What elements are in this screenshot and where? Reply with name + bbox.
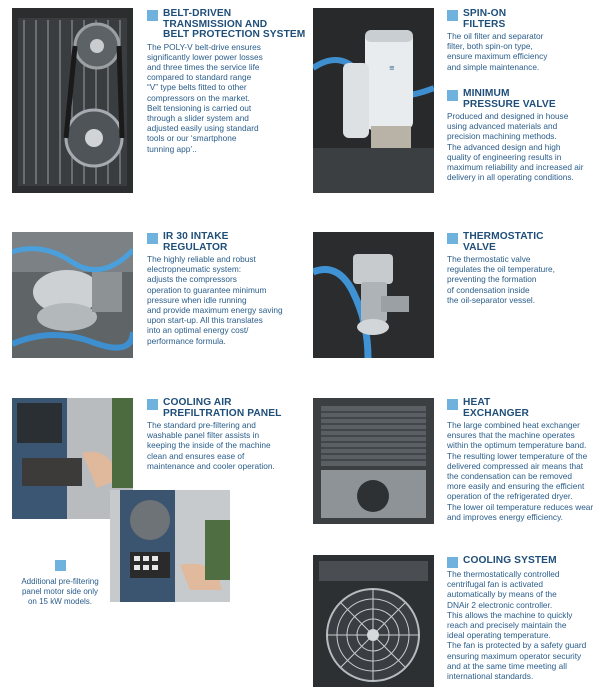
heat-exchanger-section: [447, 398, 599, 522]
body-line: through a slider system and: [147, 112, 249, 123]
body-line: quality of engineering results in: [447, 151, 562, 162]
body-line: The POLY-V belt-drive ensures: [147, 41, 261, 52]
body-line: delivery in all operating conditions.: [447, 172, 574, 183]
body-line: “V” type belts fitted to other: [147, 82, 247, 93]
spin-on-filters-body: [447, 31, 597, 72]
body-line: DNAir 2 electronic controller.: [447, 599, 553, 610]
minimum-pressure-valve-body: [447, 111, 599, 182]
body-line: maintenance and cooler operation.: [147, 460, 275, 471]
body-line: and provide maximum energy saving: [147, 305, 283, 316]
thermostatic-valve-body: [447, 254, 597, 305]
prefiltration-panel-section: [147, 398, 307, 471]
bullet-square-icon: [55, 560, 66, 571]
body-line: ensures that the machine operates: [447, 430, 575, 441]
body-line: The thermostatic valve: [447, 254, 531, 264]
body-line: The large combined heat exchanger: [447, 420, 580, 430]
minimum-pressure-valve-title: [463, 89, 556, 110]
body-line: regulates the oil temperature,: [447, 264, 555, 275]
bullet-square-icon: [447, 557, 458, 568]
note-line: panel motor side only: [21, 587, 99, 596]
body-line: the oil-separator vessel.: [447, 294, 536, 305]
title-line: COOLING SYSTEM: [463, 555, 557, 566]
title-line: PREFILTRATION PANEL: [163, 407, 282, 419]
body-line: and at the same time meeting all: [447, 660, 567, 671]
body-line: The advanced design and high: [447, 141, 561, 152]
title-line: SPIN-ON: [463, 8, 507, 19]
body-line: maximum reliability and increased air: [447, 162, 584, 173]
body-line: automatically by means of the: [447, 589, 557, 600]
body-line: The oil filter and separator: [447, 31, 544, 41]
bullet-square-icon: [447, 399, 458, 410]
cooling-system-title: [463, 556, 557, 567]
title-line: BELT PROTECTION SYSTEM: [163, 29, 306, 40]
title-line: TRANSMISSION AND: [163, 18, 268, 30]
spin-on-filters-section: [447, 9, 597, 72]
body-line: within the optimum temperature band.: [447, 440, 587, 451]
intake-regulator-photo: [12, 232, 133, 358]
body-line: performance formula.: [147, 335, 226, 346]
body-line: preventing the formation: [447, 274, 537, 285]
body-line: adjusts the compressors: [147, 274, 237, 285]
bullet-square-icon: [447, 90, 458, 101]
body-line: of condensation inside: [447, 284, 530, 295]
body-line: more easily and ensuring the efficient: [447, 481, 585, 492]
title-line: IR 30 INTAKE: [163, 231, 229, 242]
body-line: The thermostatically controlled: [447, 569, 560, 579]
body-line: The standard pre-filtering and: [147, 420, 256, 430]
body-line: ensure maximum efficiency: [447, 51, 548, 62]
body-line: reach and precisely maintain the: [447, 620, 567, 631]
body-line: significantly lower power losses: [147, 51, 263, 62]
body-line: The resulting lower temperature of the: [447, 450, 588, 461]
motor-side-note: [12, 560, 108, 607]
bullet-square-icon: [147, 399, 158, 410]
body-line: upon start-up. All this translates: [147, 315, 263, 326]
body-line: keeping the inside of the machine: [147, 440, 271, 451]
body-line: and improves energy efficiency.: [447, 511, 563, 522]
body-line: adjusted easily using standard: [147, 123, 259, 134]
bullet-square-icon: [447, 233, 458, 244]
intake-regulator-section: [147, 232, 307, 346]
body-line: centrifugal fan is activated: [447, 579, 543, 590]
title-line: PRESSURE VALVE: [463, 98, 556, 110]
body-line: compared to standard range: [147, 72, 252, 83]
body-line: washable panel filter assists in: [147, 430, 260, 441]
cooling-system-body: [447, 569, 599, 681]
intake-regulator-title: [163, 232, 229, 253]
body-line: The lower oil temperature reduces wear: [447, 501, 594, 512]
title-line: FILTERS: [463, 18, 506, 30]
body-line: ideal operating temperature.: [447, 630, 551, 641]
belt-drive-section: [147, 9, 307, 154]
body-line: Produced and designed in house: [447, 111, 569, 121]
body-line: pressure when idle running: [147, 294, 247, 305]
body-line: This allows the machine to quickly: [447, 609, 573, 620]
heat-exchanger-body: [447, 420, 599, 522]
title-line: EXCHANGER: [463, 407, 529, 419]
motor-side-panel-photo: [110, 490, 230, 602]
body-line: tunning app’..: [147, 143, 197, 154]
body-line: The fan is protected by a safety guard: [447, 640, 587, 651]
body-line: delivered compressed air means that: [447, 460, 584, 471]
body-line: and simple maintenance.: [447, 61, 540, 72]
cooling-system-photo: [313, 555, 434, 687]
cooling-system-section: [447, 556, 599, 681]
note-line: on 15 kW models.: [27, 597, 93, 606]
body-line: compressors on the market.: [147, 92, 250, 103]
body-line: precision machining methods.: [447, 131, 557, 142]
belt-drive-title: [163, 9, 305, 41]
body-line: using advanced materials and: [447, 121, 558, 132]
body-line: operation of the refrigerated dryer.: [447, 491, 573, 502]
spin-on-filters-title: [463, 9, 506, 30]
thermostatic-valve-photo: [313, 232, 434, 358]
note-line: Additional pre-filtering: [21, 577, 99, 586]
title-line: VALVE: [463, 241, 496, 253]
body-line: clean and ensures ease of: [147, 450, 245, 461]
body-line: international standards.: [447, 671, 534, 682]
title-line: REGULATOR: [163, 241, 228, 253]
thermostatic-valve-title: [463, 232, 544, 253]
intake-regulator-body: [147, 254, 307, 346]
belt-drive-photo: [12, 8, 133, 193]
title-line: THERMOSTATIC: [463, 231, 544, 242]
title-line: MINIMUM: [463, 88, 510, 99]
title-line: COOLING AIR: [163, 397, 232, 408]
prefiltration-panel-body: [147, 420, 307, 471]
body-line: tools or our ‘smartphone: [147, 133, 237, 144]
body-line: filter, both spin-on type,: [447, 41, 533, 52]
body-line: into an optimal energy cost/: [147, 325, 249, 336]
body-line: operation to guarantee minimum: [147, 284, 267, 295]
title-line: HEAT: [463, 397, 491, 408]
body-line: The highly reliable and robust: [147, 254, 256, 264]
bullet-square-icon: [447, 10, 458, 21]
body-line: electropneumatic system:: [147, 264, 242, 275]
prefiltration-panel-title: [163, 398, 281, 419]
spin-on-filters-photo: [313, 8, 434, 193]
title-line: BELT-DRIVEN: [163, 8, 232, 19]
body-line: and three times the service life: [147, 61, 260, 72]
bullet-square-icon: [147, 233, 158, 244]
minimum-pressure-valve-section: [447, 89, 599, 182]
heat-exchanger-title: [463, 398, 529, 419]
svg-text:≡: ≡: [389, 64, 395, 72]
belt-drive-body: [147, 42, 307, 154]
thermostatic-valve-section: [447, 232, 597, 305]
body-line: Belt tensioning is carried out: [147, 102, 252, 113]
body-line: the condensation can be removed: [447, 471, 573, 482]
bullet-square-icon: [147, 10, 158, 21]
body-line: ensuring maximum operator security: [447, 650, 582, 661]
heat-exchanger-photo: [313, 398, 434, 524]
